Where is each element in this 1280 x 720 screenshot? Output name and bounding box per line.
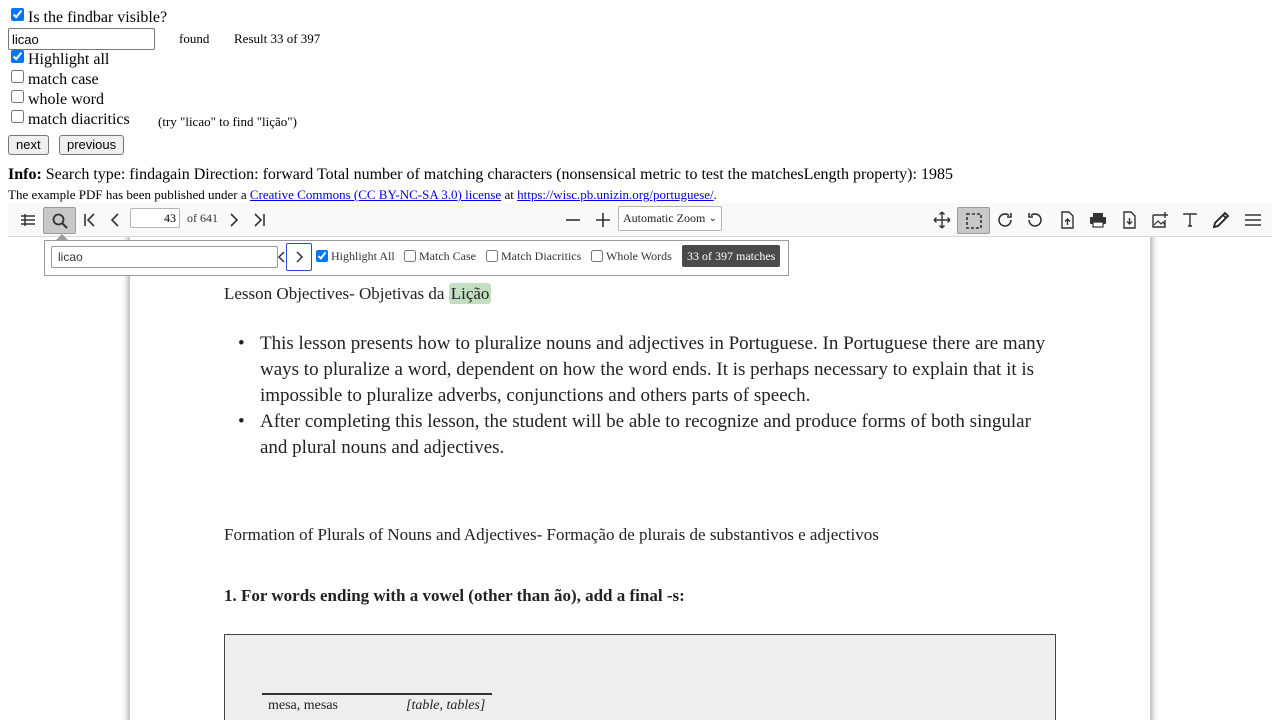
match-case-label: match case (28, 71, 99, 88)
add-image-button[interactable] (1146, 207, 1174, 232)
find-highlight-all-checkbox[interactable] (316, 250, 328, 262)
table-cell: [table, tables] (406, 698, 486, 713)
menu-button[interactable] (1239, 207, 1267, 232)
find-match-case-label: Match Case (419, 249, 476, 263)
plus-icon (594, 211, 612, 229)
find-match-diacritics-label: Match Diacritics (501, 249, 582, 263)
hamburger-menu-icon (1244, 211, 1262, 229)
search-match-highlight: Lição (450, 284, 490, 303)
selection-icon (965, 212, 983, 230)
minus-icon (564, 211, 582, 229)
rotate-ccw-button[interactable] (1021, 207, 1049, 232)
previous-page-button[interactable] (101, 207, 129, 232)
previous-button[interactable]: previous (59, 135, 124, 155)
rotate-counterclockwise-icon (1026, 211, 1044, 229)
download-icon (1120, 211, 1138, 229)
find-whole-words-option[interactable] (591, 249, 672, 264)
chevron-left-icon (106, 211, 124, 229)
objectives-list (224, 331, 1054, 461)
open-file-icon (1058, 211, 1076, 229)
findbar-visible-row (8, 8, 167, 28)
find-result-badge: 33 of 397 matches (682, 245, 780, 267)
find-match-diacritics-checkbox[interactable] (486, 250, 498, 262)
rule-heading: 1. For words ending with a vowel (other than ão), add a final -s: (224, 586, 685, 605)
list-item: • After completing this lesson, the student will be able to recognize and produce forms of both singular and plural nouns and adjectives. (224, 409, 1054, 461)
chevron-right-icon (292, 250, 306, 264)
pdf-page (130, 237, 1150, 720)
print-icon (1089, 211, 1107, 229)
table-cell: mesa, mesas (268, 698, 338, 713)
zoom-select[interactable] (618, 206, 722, 231)
text-icon (1181, 211, 1199, 229)
rotate-clockwise-icon (996, 211, 1014, 229)
diacritics-hint: (try "licao" to find "lição") (158, 114, 297, 129)
last-page-icon (250, 211, 268, 229)
source-link[interactable]: https://wisc.pb.unizin.org/portuguese/ (517, 187, 714, 202)
objectives-heading (224, 284, 491, 304)
download-button[interactable] (1115, 207, 1143, 232)
zoom-select-value: Automatic Zoom (623, 211, 706, 225)
highlight-all-checkbox[interactable] (11, 50, 24, 63)
sidebar-toggle-button[interactable] (14, 207, 42, 232)
rotate-cw-button[interactable] (991, 207, 1019, 232)
select-tool-button[interactable] (957, 207, 990, 234)
zoom-in-button[interactable] (589, 207, 617, 232)
pdf-toolbar (8, 203, 1272, 237)
license-link[interactable]: Creative Commons (CC BY-NC-SA 3.0) license (249, 187, 502, 202)
license-line (8, 187, 717, 203)
print-button[interactable] (1084, 207, 1112, 232)
license-suffix: . (713, 187, 717, 202)
move-icon (933, 211, 951, 229)
match-diacritics-row (8, 110, 130, 130)
find-whole-words-checkbox[interactable] (591, 250, 603, 262)
whole-word-label: whole word (28, 91, 104, 108)
whole-word-row (8, 90, 104, 110)
chevron-right-icon (225, 211, 243, 229)
page-count: of 641 (187, 211, 218, 225)
last-page-button[interactable] (245, 207, 273, 232)
next-page-button[interactable] (220, 207, 248, 232)
objectives-heading-text: Lesson Objectives- Objetivas da (224, 284, 449, 303)
text-tool-button[interactable] (1176, 207, 1204, 232)
match-case-row (8, 70, 99, 90)
pen-icon (1212, 211, 1230, 229)
found-status: found (179, 31, 210, 46)
sidebar-icon (19, 211, 37, 229)
info-text: Search type: findagain Direction: forward Total number of matching characters (nonsensical metric to test the matchesLength property): 1985 (41, 166, 953, 183)
findbar-visible-label: Is the findbar visible? (28, 9, 168, 26)
findbar-visible-checkbox[interactable] (11, 8, 24, 21)
highlight-all-row (8, 50, 109, 70)
search-icon (51, 212, 69, 230)
find-highlight-all-label: Highlight All (331, 249, 395, 263)
whole-word-checkbox[interactable] (11, 90, 24, 103)
draw-tool-button[interactable] (1207, 207, 1235, 232)
image-add-icon (1151, 211, 1169, 229)
zoom-out-button[interactable] (559, 207, 587, 232)
info-line (8, 166, 953, 184)
findbar (44, 240, 789, 276)
find-toggle-button[interactable] (43, 207, 76, 234)
page-number-input[interactable] (130, 208, 180, 228)
first-page-icon (81, 211, 99, 229)
next-button[interactable]: next (8, 135, 49, 155)
table-divider (262, 693, 492, 695)
match-case-checkbox[interactable] (11, 70, 24, 83)
find-next-button[interactable] (286, 243, 312, 271)
highlight-all-label: Highlight all (28, 51, 110, 68)
find-highlight-all-option[interactable] (316, 249, 395, 264)
example-table (224, 634, 1056, 720)
find-match-case-option[interactable] (404, 249, 476, 264)
info-label: Info: (8, 166, 42, 183)
license-prefix: The example PDF has been published under a (8, 187, 250, 202)
first-page-button[interactable] (76, 207, 104, 232)
find-input[interactable] (51, 246, 278, 268)
search-input[interactable] (8, 28, 155, 50)
open-file-button[interactable] (1053, 207, 1081, 232)
find-match-diacritics-option[interactable] (486, 249, 581, 264)
chevron-down-icon: ⌄ (708, 213, 717, 224)
section-title: Formation of Plurals of Nouns and Adjectives- Formação de plurais de substantivos e adjectivos (224, 525, 879, 544)
pdf-viewer (8, 237, 1272, 720)
result-status: Result 33 of 397 (234, 31, 321, 46)
match-diacritics-label: match diacritics (28, 111, 130, 128)
findbar-pointer (55, 234, 69, 241)
list-item: • This lesson presents how to pluralize nouns and adjectives in Portuguese. In Portuguese there are many ways to pluralize a word, dependent on how the word ends. It is perhaps necessary to explain that it is impossible to pluralize adverbs, conjunctions and others parts of speech. (224, 331, 1054, 409)
hand-tool-button[interactable] (928, 207, 956, 232)
match-diacritics-checkbox[interactable] (11, 110, 24, 123)
find-match-case-checkbox[interactable] (404, 250, 416, 262)
license-middle: at (501, 187, 518, 202)
find-whole-words-label: Whole Words (606, 249, 672, 263)
